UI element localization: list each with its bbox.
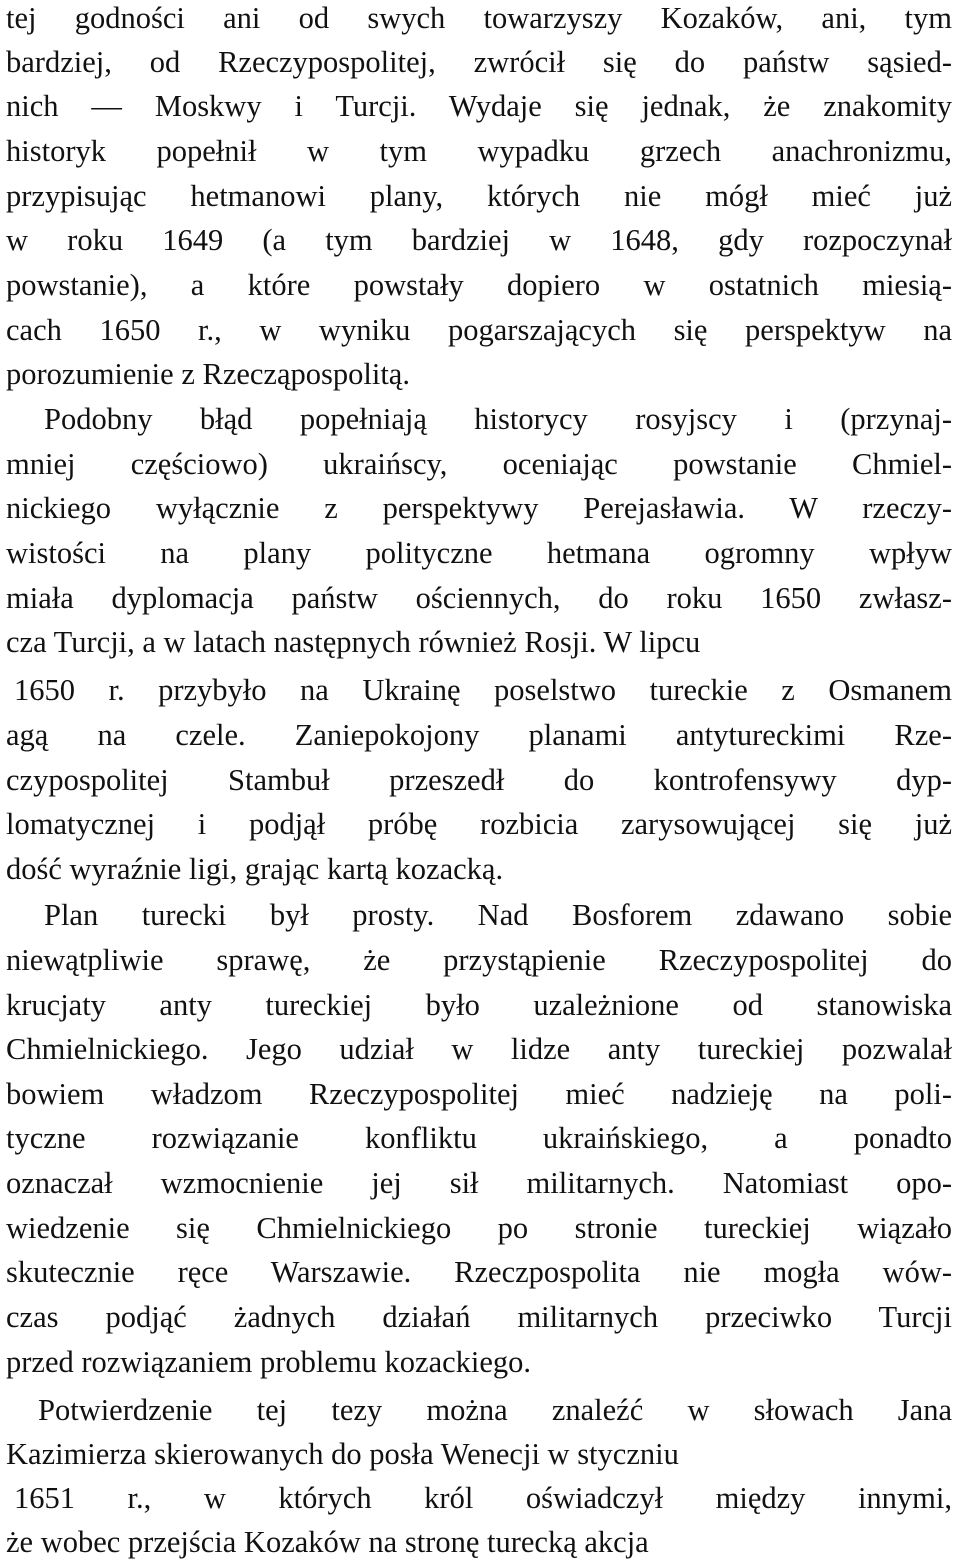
text-line: historyk popełnił w tym wypadku grzech anachronizmu, xyxy=(6,134,952,168)
text-line: tyczne rozwiązanie konfliktu ukraińskiego, a ponadto xyxy=(6,1121,952,1155)
text-line: powstanie), a które powstały dopiero w ostatnich miesią- xyxy=(6,268,952,302)
text-line: dość wyraźnie ligi, grając kartą kozacką. xyxy=(6,852,504,886)
text-line: nich — Moskwy i Turcji. Wydaje się jednak, że znakomity xyxy=(6,89,952,123)
text-line: cza Turcji, a w latach następnych również Rosji. W lipcu xyxy=(6,625,701,659)
paragraph-first-line: Potwierdzenie tej tezy można znaleźć w słowach Jana xyxy=(38,1393,952,1427)
text-line: porozumienie z Rzecząpospolitą. xyxy=(6,357,410,391)
text-line: bardziej, od Rzeczypospolitej, zwrócił się do państw sąsied- xyxy=(6,45,952,79)
text-line: bowiem władzom Rzeczypospolitej mieć nadzieję na poli- xyxy=(6,1077,952,1111)
text-line: cach 1650 r., w wyniku pogarszających się perspektyw na xyxy=(6,313,952,347)
text-line: wistości na plany polityczne hetmana ogromny wpływ xyxy=(6,536,952,570)
text-line: Chmielnickiego. Jego udział w lidze anty tureckiej pozwalał xyxy=(6,1032,952,1066)
text-line: że wobec przejścia Kozaków na stronę turecką akcja xyxy=(6,1525,649,1559)
text-line: 1650 r. przybyło na Ukrainę poselstwo tureckie z Osmanem xyxy=(14,673,952,707)
text-line: Kazimierza skierowanych do posła Wenecji w styczniu xyxy=(6,1437,679,1471)
text-line: skutecznie ręce Warszawie. Rzeczpospolita nie mogła wów- xyxy=(6,1255,952,1289)
text-line: agą na czele. Zaniepokojony planami antytureckimi Rze- xyxy=(6,718,952,752)
text-line: oznaczał wzmocnienie jej sił militarnych. Natomiast opo- xyxy=(6,1166,952,1200)
text-line: lomatycznej i podjął próbę rozbicia zarysowującej się już xyxy=(6,807,952,841)
text-line: miała dyplomacja państw ościennych, do roku 1650 zwłasz- xyxy=(6,581,952,615)
text-line: przypisując hetmanowi plany, których nie mógł mieć już xyxy=(6,179,952,213)
paragraph-first-line: Plan turecki był prosty. Nad Bosforem zdawano sobie xyxy=(44,898,952,932)
text-line: niewątpliwie sprawę, że przystąpienie Rzeczypospolitej do xyxy=(6,943,952,977)
text-line: czypospolitej Stambuł przeszedł do kontrofensywy dyp- xyxy=(6,763,952,797)
text-line: mniej częściowo) ukraińscy, oceniając powstanie Chmiel- xyxy=(6,447,952,481)
text-line: przed rozwiązaniem problemu kozackiego. xyxy=(6,1345,532,1379)
text-line: wiedzenie się Chmielnickiego po stronie tureckiej wiązało xyxy=(6,1211,952,1245)
text-line: nickiego wyłącznie z perspektywy Perejasławia. W rzeczy- xyxy=(6,491,952,525)
text-line: czas podjąć żadnych działań militarnych przeciwko Turcji xyxy=(6,1300,952,1334)
text-line: tej godności ani od swych towarzyszy Kozaków, ani, tym xyxy=(6,1,952,35)
text-line: krucjaty anty tureckiej było uzależnione od stanowiska xyxy=(6,988,952,1022)
text-line: 1651 r., w których król oświadczył między innymi, xyxy=(14,1481,952,1515)
text-line: w roku 1649 (a tym bardziej w 1648, gdy rozpoczynał xyxy=(6,223,952,257)
paragraph-first-line: Podobny błąd popełniają historycy rosyjscy i (przynaj- xyxy=(44,402,952,436)
